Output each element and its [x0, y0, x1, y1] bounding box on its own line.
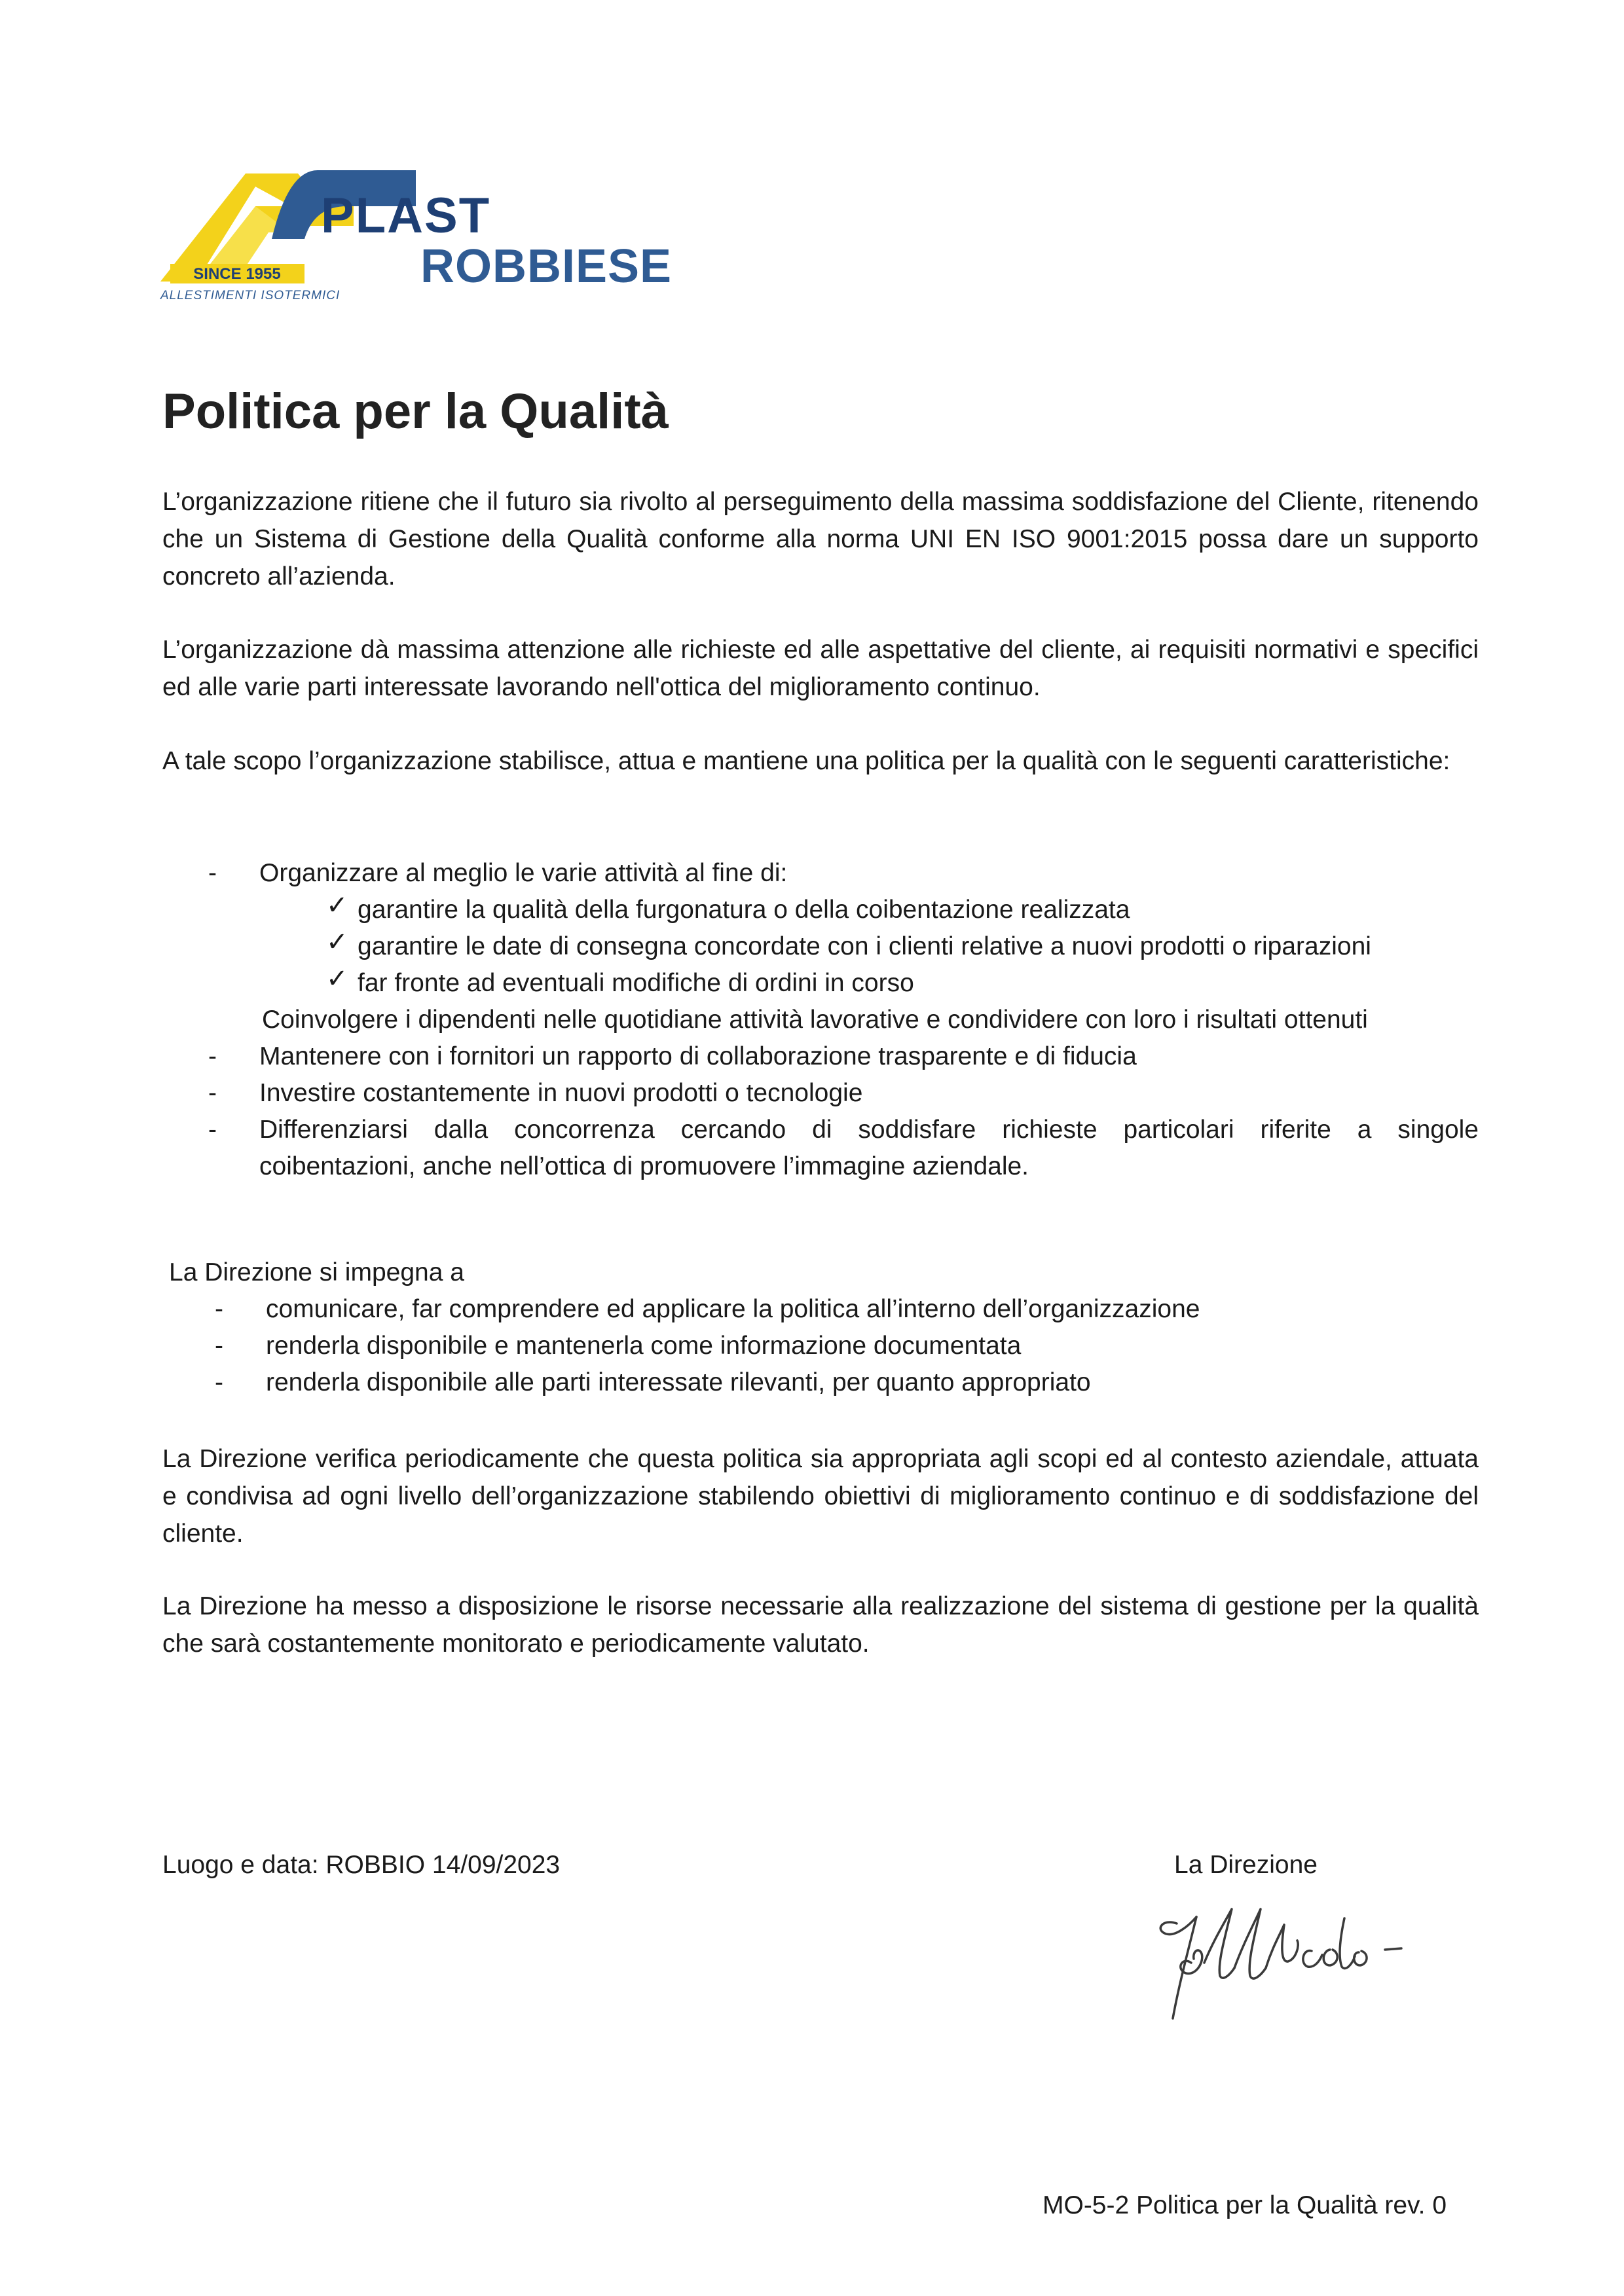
checkmark-icon: ✓ [326, 964, 348, 994]
commitment-item: renderla disponibile alle parti interessate rilevanti, per quanto appropriato [266, 1368, 1091, 1396]
list-item-differenziarsi-line1: Differenziarsi dalla concorrenza cercando di soddisfare richieste particolari riferite a singole [259, 1116, 1479, 1144]
list-item-organizzare: Organizzare al meglio le varie attività al fine di: [259, 859, 788, 887]
page-title: Politica per la Qualità [162, 384, 669, 439]
list-dash: - [215, 1332, 223, 1360]
list-dash: - [208, 1042, 217, 1070]
handwritten-signature [1136, 1878, 1477, 2035]
sub-item-consegna: garantire le date di consegna concordate con i clienti relative a nuovi prodotti o riparazioni [358, 932, 1371, 960]
document-code-footer: MO-5-2 Politica per la Qualità rev. 0 [1043, 2191, 1447, 2219]
place-and-date: Luogo e data: ROBBIO 14/09/2023 [162, 1851, 561, 1879]
logo-since: SINCE 1955 [193, 265, 281, 283]
list-item-differenziarsi-line2: coibentazioni, anche nell’ottica di promuovere l’immagine aziendale. [259, 1152, 1029, 1180]
logo-tagline: ALLESTIMENTI ISOTERMICI [160, 289, 341, 302]
commitment-intro: La Direzione si impegna a [169, 1258, 464, 1286]
signature-role: La Direzione [1174, 1851, 1318, 1879]
list-dash: - [215, 1368, 223, 1396]
intro-paragraph-3: A tale scopo l’organizzazione stabilisce, attua e mantiene una politica per la qualità con le seguenti caratteristiche: [162, 747, 1450, 775]
list-item-investire: Investire costantemente in nuovi prodotti o tecnologie [259, 1079, 863, 1107]
sub-item-modifiche: far fronte ad eventuali modifiche di ordini in corso [358, 969, 914, 997]
list-dash: - [208, 859, 217, 887]
sub-item-qualita: garantire la qualità della furgonatura o della coibentazione realizzata [358, 896, 1130, 924]
intro-paragraph-1: L’organizzazione ritiene che il futuro sia rivolto al perseguimento della massima soddisfazione del Cliente, ritenendo che un Sistema di Gestione della Qualità conforme alla norma UNI EN ISO 9001:2015 possa dare un supporto concreto all’azienda. [162, 488, 1479, 591]
list-dash: - [208, 1116, 217, 1144]
intro-paragraph-2: L’organizzazione dà massima attenzione alle richieste ed alle aspettative del cliente, ai requisiti normativi e specifici ed alle varie parti interessate lavorando nell'ottica del miglioramento continuo. [162, 636, 1479, 701]
company-logo [157, 167, 701, 318]
logo-brand-line1: PLAST [321, 188, 491, 244]
checkmark-icon: ✓ [326, 927, 348, 957]
commitment-item: renderla disponibile e mantenerla come informazione documentata [266, 1332, 1022, 1360]
list-item-fornitori: Mantenere con i fornitori un rapporto di collaborazione trasparente e di fiducia [259, 1042, 1137, 1070]
list-item-coinvolgere: Coinvolgere i dipendenti nelle quotidiane attività lavorative e condividere con loro i risultati ottenuti [262, 1006, 1368, 1034]
logo-brand-line2: ROBBIESE [420, 240, 673, 293]
list-dash: - [208, 1079, 217, 1107]
closing-paragraph-2: La Direzione ha messo a disposizione le risorse necessarie alla realizzazione del sistema di gestione per la qualità che sarà costantemente monitorato e periodicamente valutato. [162, 1592, 1479, 1658]
list-dash: - [215, 1295, 223, 1323]
commitment-item: comunicare, far comprendere ed applicare la politica all’interno dell’organizzazione [266, 1295, 1200, 1323]
checkmark-icon: ✓ [326, 890, 348, 920]
closing-paragraph-1: La Direzione verifica periodicamente che questa politica sia appropriata agli scopi ed al contesto aziendale, attuata e condivisa ad ogni livello dell’organizzazione stabilendo obiettivi di miglioramento continuo e di soddisfazione del cliente. [162, 1445, 1479, 1548]
